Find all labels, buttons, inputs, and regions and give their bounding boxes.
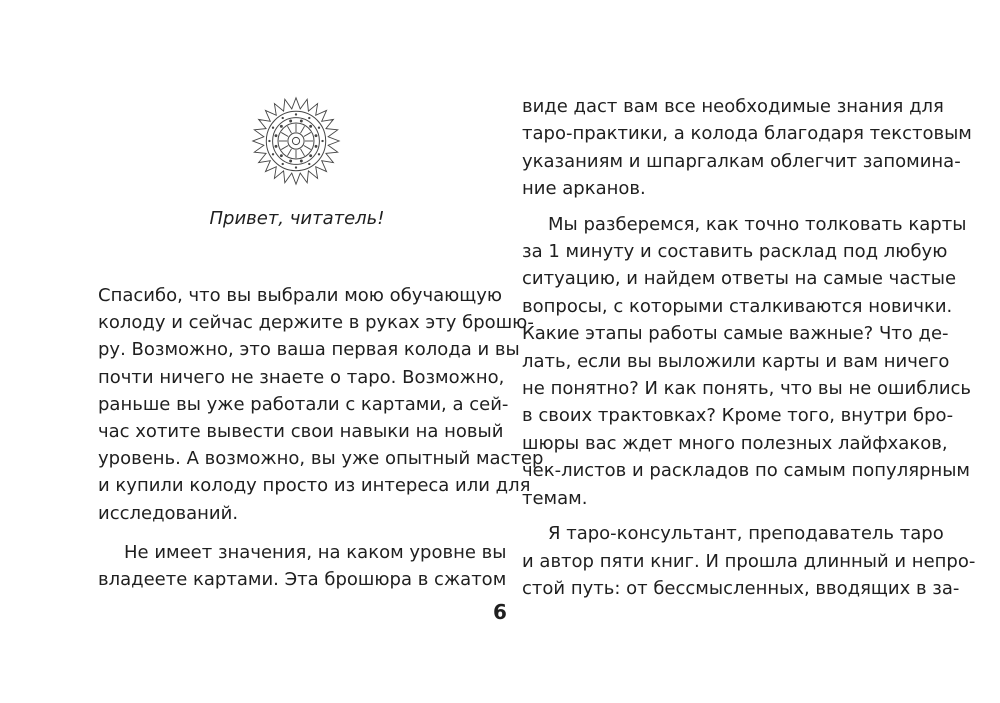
text-line: за 1 минуту и составить расклад под любую xyxy=(522,241,948,263)
paragraph xyxy=(522,93,972,203)
text-line: Я таро-консультант, преподаватель таро xyxy=(548,523,944,545)
text-line: Какие этапы работы самые важные? Что де- xyxy=(522,323,949,345)
paragraph xyxy=(98,539,507,593)
text-line: раньше вы уже работали с картами, а сей- xyxy=(98,393,509,415)
text-line: в своих трактовках? Кроме того, внутри бро- xyxy=(522,405,954,427)
text-line: Спасибо, что вы выбрали мою обучающую xyxy=(98,285,503,306)
text-line: стой путь: от бессмысленных, вводящих в за- xyxy=(522,577,960,599)
text-line: и автор пяти книг. И прошла длинный и непро- xyxy=(522,550,976,572)
text-line: уровень. А возможно, вы уже опытный мастер xyxy=(98,448,544,470)
text-line: указаниям и шпаргалкам облегчит запомина- xyxy=(522,150,961,172)
text-line: шюры вас ждет много полезных лайфхаков, xyxy=(522,432,948,454)
text-line: колоду и сейчас держите в руках эту брошю- xyxy=(98,312,534,334)
mandala-icon xyxy=(251,96,341,186)
text-line: Не имеет значения, на каком уровне вы xyxy=(124,541,507,563)
paragraph xyxy=(98,282,544,527)
text-line: ситуацию, и найдем ответы на самые частые xyxy=(522,268,957,290)
text-line: час хотите вывести свои навыки на новый xyxy=(98,421,504,443)
page-number: 6 xyxy=(493,600,507,624)
text-line: ние арканов. xyxy=(522,178,646,200)
text-line: темам. xyxy=(522,487,588,509)
greeting-heading: Привет, читатель! xyxy=(209,208,385,229)
text-line: таро-практики, а колода благодаря текстовым xyxy=(522,123,972,145)
text-line: лать, если вы выложили карты и вам ничего xyxy=(522,350,950,372)
text-line: ру. Возможно, это ваша первая колода и вы xyxy=(98,339,520,361)
paragraph xyxy=(522,520,976,602)
text-line: Мы разберемся, как точно толковать карты xyxy=(548,213,967,235)
right-column-text xyxy=(522,93,976,602)
text-line: владеете картами. Эта брошюра в сжатом xyxy=(98,569,507,591)
left-column-text xyxy=(98,282,544,593)
text-line: не понятно? И как понять, что вы не ошиблись xyxy=(522,378,972,400)
text-line: вопросы, с которыми сталкиваются новички. xyxy=(522,295,953,317)
text-line: виде даст вам все необходимые знания для xyxy=(522,96,944,117)
text-line: чек-листов и раскладов по самым популярным xyxy=(522,460,971,482)
paragraph xyxy=(522,211,972,512)
text-line: исследований. xyxy=(98,502,239,524)
text-line: и купили колоду просто из интереса или для xyxy=(98,475,531,497)
text-line: почти ничего не знаете о таро. Возможно, xyxy=(98,366,505,388)
